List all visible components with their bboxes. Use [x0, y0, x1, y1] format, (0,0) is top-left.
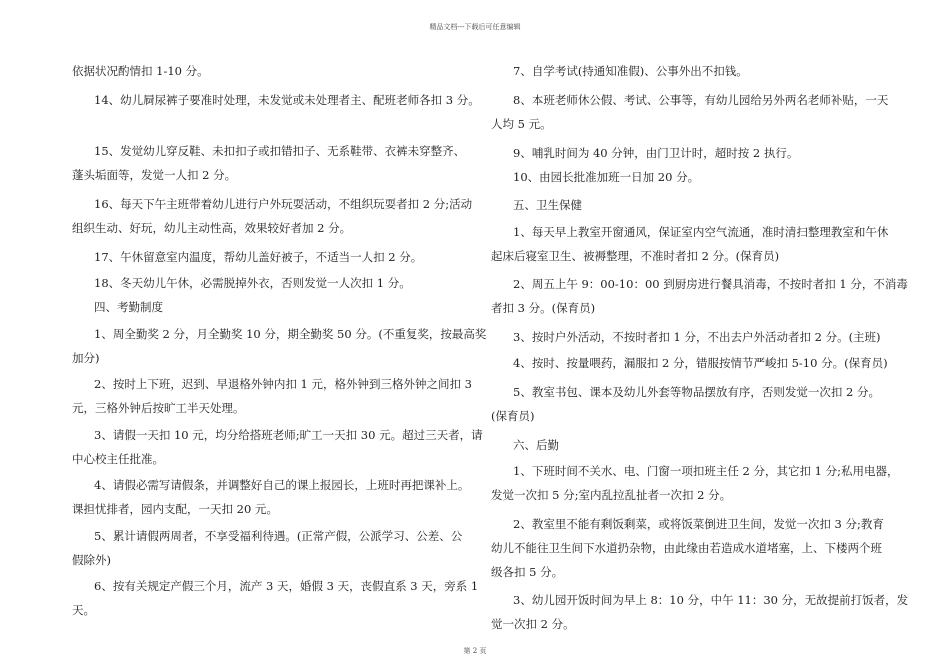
paragraph-line: 发觉一次扣 5 分;室内乱拉乱扯者一次扣 2 分。	[491, 488, 732, 502]
paragraph-line: 四、考勤制度	[94, 300, 163, 314]
paragraph-line: 3、幼儿园开饭时间为早上 8：10 分，中午 11：30 分，无故提前打饭者，发	[513, 593, 909, 607]
paragraph-line: 课担忧排者，园内支配，一天扣 20 元。	[72, 502, 278, 516]
page-header: 精品文档---下载后可任意编辑	[429, 23, 521, 31]
paragraph-line: 14、幼儿屙尿裤子要准时处理，未发觉或未处理者主、配班老师各扣 3 分。	[94, 93, 480, 107]
paragraph-line: 幼儿不能往卫生间下水道扔杂物，由此缘由若造成水道堵塞，上、下楼两个班	[491, 541, 882, 555]
paragraph-line: 7、自学考试(持通知准假)、公事外出不扣钱。	[513, 64, 748, 78]
paragraph-line: 17、午休留意室内温度，帮幼儿盖好被子，不适当一人扣 2 分。	[94, 250, 423, 264]
paragraph-line: 2、教室里不能有剩饭剩菜，或将饭菜倒进卫生间，发觉一次扣 3 分;教育	[513, 517, 884, 531]
paragraph-line: 元，三格外钟后按旷工半天处理。	[72, 401, 245, 415]
paragraph-line: 级各扣 5 分。	[491, 565, 564, 579]
paragraph-line: 3、请假一天扣 10 元，均分给搭班老师;旷工一天扣 30 元。超过三天者，请	[94, 428, 483, 442]
paragraph-line: 依据状况酌情扣 1-10 分。	[72, 64, 209, 78]
paragraph-line: 3、按时户外活动，不按时者扣 1 分，不出去户外活动者扣 2 分。(主班)	[513, 330, 881, 344]
paragraph-line: 5、累计请假两周者，不享受福利待遇。(正常产假，公派学习、公差、公	[94, 529, 463, 543]
paragraph-line: 4、按时、按量喂药，漏服扣 2 分，错服按情节严峻扣 5-10 分。(保育员)	[513, 356, 888, 370]
paragraph-line: 6、按有关规定产假三个月，流产 3 天，婚假 3 天，丧假直系 3 天，旁系 1	[94, 579, 479, 593]
paragraph-line: 18、冬天幼儿午休，必需脱掉外衣，否则发觉一人次扣 1 分。	[94, 276, 411, 290]
paragraph-line: 者扣 3 分。(保育员)	[491, 301, 596, 315]
paragraph-line: 1、每天早上教室开窗通风，保证室内空气流通，准时清扫整理教室和午休	[513, 225, 889, 239]
paragraph-line: 15、发觉幼儿穿反鞋、未扣扣子或扣错扣子、无系鞋带、衣裤未穿整齐、	[94, 144, 466, 158]
paragraph-line: 觉一次扣 2 分。	[491, 617, 575, 631]
paragraph-line: 加分)	[72, 351, 100, 365]
paragraph-line: (保育员)	[491, 409, 535, 423]
paragraph-line: 蓬头垢面等，发觉一人扣 2 分。	[72, 168, 237, 182]
paragraph-line: 假除外)	[72, 553, 111, 567]
paragraph-line: 8、本班老师休公假、考试、公事等，有幼儿园给另外两名老师补贴，一天	[513, 93, 889, 107]
paragraph-line: 五、卫生保健	[513, 198, 582, 212]
paragraph-line: 1、周全勤奖 2 分，月全勤奖 10 分，期全勤奖 50 分。(不重复奖，按最高奖	[94, 327, 487, 341]
page-number: 第 2 页	[463, 647, 487, 655]
paragraph-line: 4、请假必需写请假条，并调整好自己的课上报园长，上班时再把课补上。	[94, 478, 470, 492]
paragraph-line: 中心校主任批准。	[72, 452, 164, 466]
paragraph-line: 10、由园长批准加班一日加 20 分。	[513, 170, 700, 184]
paragraph-line: 9、哺乳时间为 40 分钟，由门卫计时，超时按 2 执行。	[513, 146, 799, 160]
paragraph-line: 2、按时上下班，迟到、早退格外钟内扣 1 元，格外钟到三格外钟之间扣 3	[94, 377, 472, 391]
paragraph-line: 2、周五上午 9：00-10：00 到厨房进行餐具消毒，不按时者扣 1 分，不消毒	[513, 277, 908, 291]
paragraph-line: 人均 5 元。	[491, 117, 552, 131]
paragraph-line: 组织生动、好玩，幼儿主动性高，效果较好者加 2 分。	[72, 221, 352, 235]
paragraph-line: 天。	[72, 603, 95, 617]
paragraph-line: 六、后勤	[513, 438, 559, 452]
paragraph-line: 5、教室书包、课本及幼儿外套等物品摆放有序，否则发觉一次扣 2 分。	[513, 385, 880, 399]
paragraph-line: 16、每天下午主班带着幼儿进行户外玩耍活动，不组织玩耍者扣 2 分;活动	[94, 197, 473, 211]
paragraph-line: 1、下班时间不关水、电、门窗一项扣班主任 2 分，其它扣 1 分;私用电器，	[513, 464, 899, 478]
paragraph-line: 起床后寝室卫生、被褥整理，不准时者扣 2 分。(保育员)	[491, 249, 780, 263]
